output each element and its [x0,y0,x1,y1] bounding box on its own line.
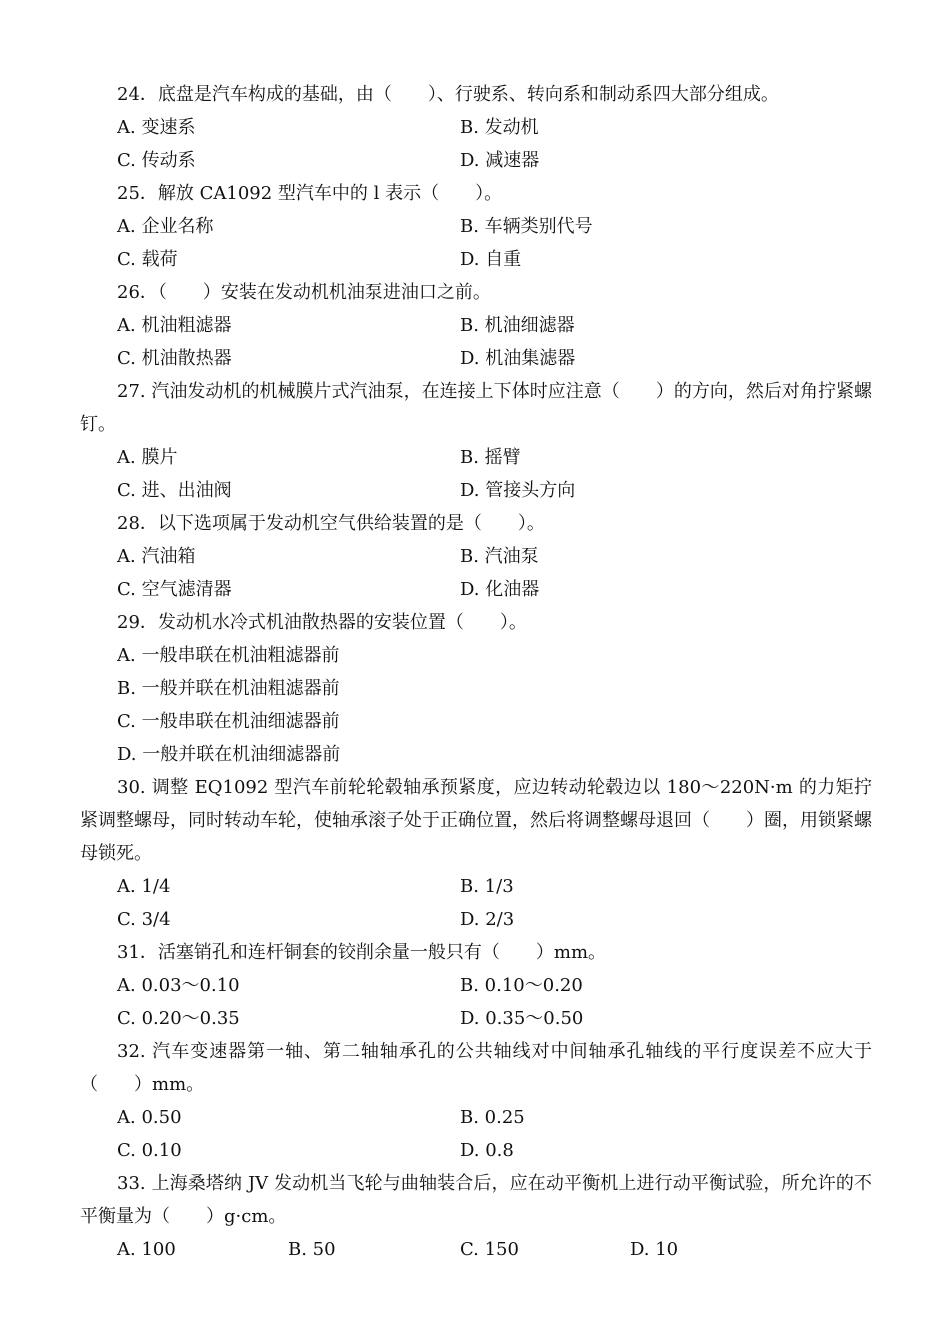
option-row [0,309,950,342]
option-d: D. 机油集滤器 [460,348,576,369]
option-c: C. 进、出油阀 [117,480,232,501]
option-row [0,870,950,903]
option-b: B. 1/3 [460,876,514,897]
option-row [0,1233,950,1266]
question-stem: 25．解放 CA1092 型汽车中的 l 表示（ ）。 [117,183,503,204]
option-d: D. 10 [630,1239,679,1260]
question-29 [0,606,950,771]
question-28 [0,507,950,606]
option-b: B. 机油细滤器 [460,315,575,336]
option-row [0,540,950,573]
question-31 [0,936,950,1035]
question-stem: 30. 调整 EQ1092 型汽车前轮轮毂轴承预紧度，应边转动轮毂边以 180～220N·m 的力矩拧紧调整螺母，同时转动车轮，使轴承滚子处于正确位置，然后将调整螺母退回（ ）圈，用锁紧螺母锁死。 [80,777,872,864]
option-row [0,903,950,936]
option-a: A. 机油粗滤器 [117,315,232,336]
question-stem: 31．活塞销孔和连杆铜套的铰削余量一般只有（ ）mm。 [117,942,607,963]
question-33 [0,1167,950,1266]
option-d: D. 2/3 [460,909,515,930]
option-row [0,210,950,243]
option-c: C. 传动系 [117,150,196,171]
option-c: C. 0.10 [117,1140,182,1161]
option-row [0,111,950,144]
option-row [0,474,950,507]
option-d: D. 化油器 [460,579,540,600]
option-c: C. 空气滤清器 [117,579,232,600]
option-row [0,1134,950,1167]
option-b: B. 0.25 [460,1107,525,1128]
option-b: B. 车辆类别代号 [460,216,593,237]
option-list [0,639,950,771]
option-d: D. 管接头方向 [460,480,576,501]
option-a: A. 变速系 [117,117,196,138]
option-b: B. 汽油泵 [460,546,539,567]
option-c: C. 载荷 [117,249,178,270]
question-27 [0,375,950,507]
question-24 [0,78,950,177]
option-a: A. 企业名称 [117,216,214,237]
option-a: A. 0.03～0.10 [117,975,240,996]
question-30 [0,771,950,936]
question-stem: 28．以下选项属于发动机空气供给装置的是（ ）。 [117,513,545,534]
option-row [0,144,950,177]
question-32 [0,1035,950,1167]
option-c: C. 机油散热器 [117,348,232,369]
question-25 [0,177,950,276]
option-d: D. 减速器 [460,150,540,171]
question-stem: 32. 汽车变速器第一轴、第二轴轴承孔的公共轴线对中间轴承孔轴线的平行度误差不应大于（ ）mm。 [80,1041,872,1095]
question-stem: 27. 汽油发动机的机械膜片式汽油泵，在连接上下体时应注意（ ）的方向，然后对角拧紧螺钉。 [80,381,872,435]
option-a: A. 0.50 [117,1107,182,1128]
option-c: C. 一般串联在机油细滤器前 [117,711,340,732]
option-d: D. 自重 [460,249,522,270]
question-stem: 26．（ ）安装在发动机机油泵进油口之前。 [117,282,491,303]
option-c: C. 3/4 [117,909,171,930]
question-26 [0,276,950,375]
option-a: A. 一般串联在机油粗滤器前 [117,645,340,666]
option-b: B. 一般并联在机油粗滤器前 [117,678,340,699]
question-stem: 24．底盘是汽车构成的基础，由（ ）、行驶系、转向系和制动系四大部分组成。 [117,84,779,105]
question-stem: 29．发动机水冷式机油散热器的安装位置（ ）。 [117,612,527,633]
option-row [0,1002,950,1035]
option-c: C. 0.20～0.35 [117,1008,240,1029]
exam-page [0,78,950,1266]
question-stem: 33. 上海桑塔纳 JV 发动机当飞轮与曲轴装合后，应在动平衡机上进行动平衡试验，所允许的不平衡量为（ ）g·cm。 [80,1173,872,1227]
option-b: B. 0.10～0.20 [460,975,583,996]
option-row [0,573,950,606]
option-a: A. 1/4 [117,876,171,897]
option-b: B. 摇臂 [460,447,521,468]
option-row [0,969,950,1002]
option-d: D. 0.35～0.50 [460,1008,584,1029]
option-row [0,441,950,474]
option-row [0,342,950,375]
option-a: A. 汽油箱 [117,546,196,567]
option-row [0,1101,950,1134]
option-row [0,243,950,276]
option-a: A. 100 [117,1239,176,1260]
option-c: C. 150 [460,1239,519,1260]
option-a: A. 膜片 [117,447,178,468]
option-b: B. 50 [288,1239,336,1260]
option-b: B. 发动机 [460,117,539,138]
option-d: D. 0.8 [460,1140,514,1161]
option-d: D. 一般并联在机油细滤器前 [117,744,341,765]
